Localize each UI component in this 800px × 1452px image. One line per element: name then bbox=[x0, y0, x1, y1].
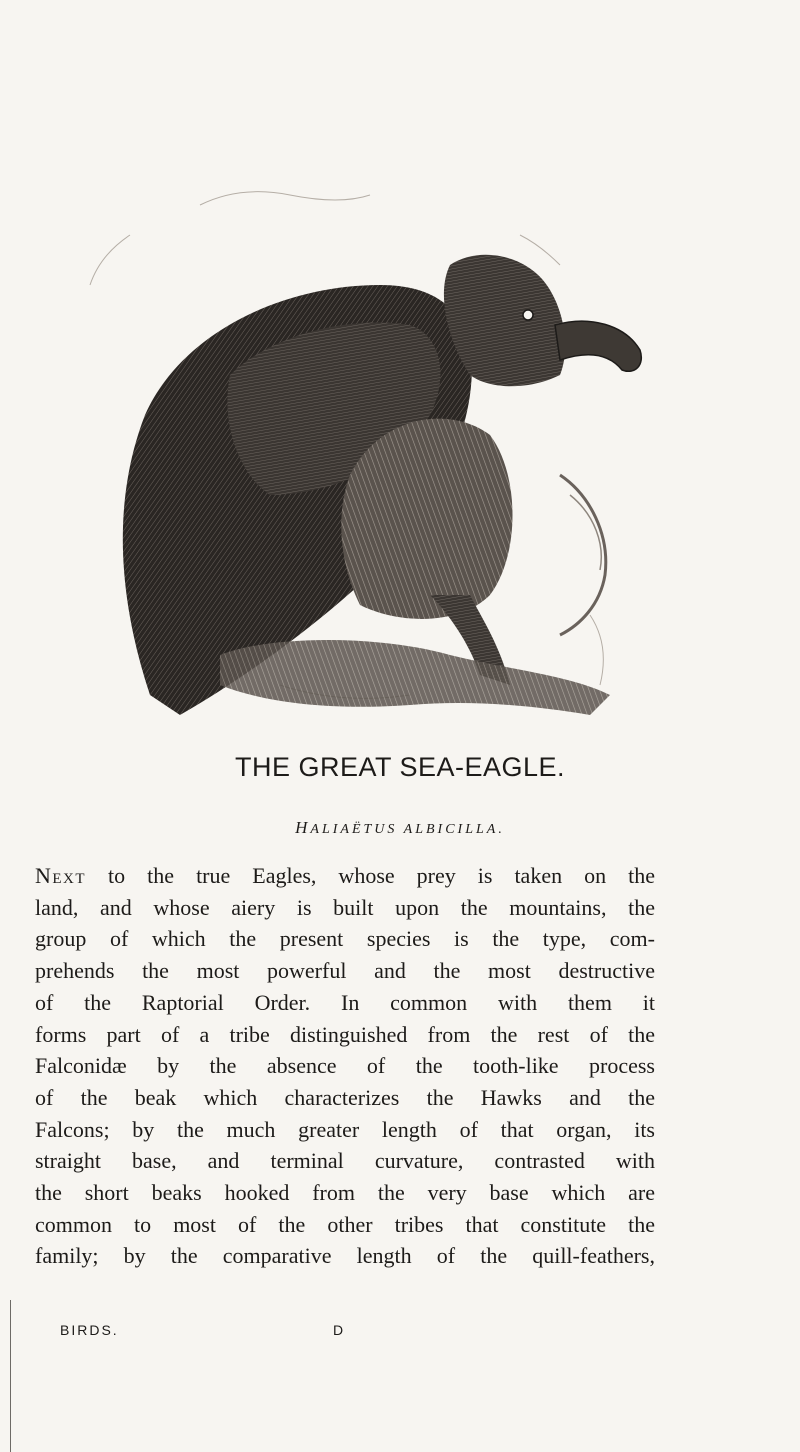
text-line: land, and whose aiery is built upon the mountains, the bbox=[35, 894, 655, 920]
text-line: family; by the comparative length of the quill-feathers, bbox=[35, 1243, 655, 1269]
text-line: of the Raptorial Order. In common with them it bbox=[35, 989, 655, 1015]
signature-mark: BIRDS. bbox=[60, 1322, 119, 1338]
drop-word: Next bbox=[35, 863, 87, 888]
text-line: Falconidæ by the absence of the tooth-like process bbox=[35, 1053, 655, 1079]
eagle-illustration bbox=[50, 175, 660, 735]
text-line: group of which the present species is the type, com- bbox=[35, 926, 655, 952]
latin-name bbox=[0, 818, 800, 838]
page-title: THE GREAT SEA-EAGLE. bbox=[234, 752, 566, 782]
eagle-beak bbox=[555, 321, 641, 371]
text-line: the short beaks hooked from the very base which are bbox=[35, 1180, 655, 1206]
body-paragraph bbox=[35, 860, 655, 1272]
eagle-eye bbox=[523, 310, 533, 320]
text-line: forms part of a tribe distinguished from the rest of the bbox=[35, 1021, 655, 1047]
text-line: straight base, and terminal curvature, contrasted with bbox=[35, 1148, 655, 1174]
latin-name-initial: H bbox=[295, 818, 311, 837]
text-line: prehends the most powerful and the most destructive bbox=[35, 958, 655, 984]
text-line: Next to the true Eagles, whose prey is taken on the bbox=[35, 863, 655, 888]
signature-letter: D bbox=[333, 1322, 346, 1338]
page-footer bbox=[0, 1322, 800, 1342]
text-line: of the beak which characterizes the Hawks and the bbox=[35, 1084, 655, 1110]
perch-rock bbox=[220, 640, 610, 715]
branch bbox=[560, 475, 606, 635]
text-line: common to most of the other tribes that constitute the bbox=[35, 1211, 655, 1237]
latin-name-rest: ALIAËTUS ALBICILLA. bbox=[310, 822, 505, 837]
text-line: Falcons; by the much greater length of that organ, its bbox=[35, 1116, 655, 1142]
